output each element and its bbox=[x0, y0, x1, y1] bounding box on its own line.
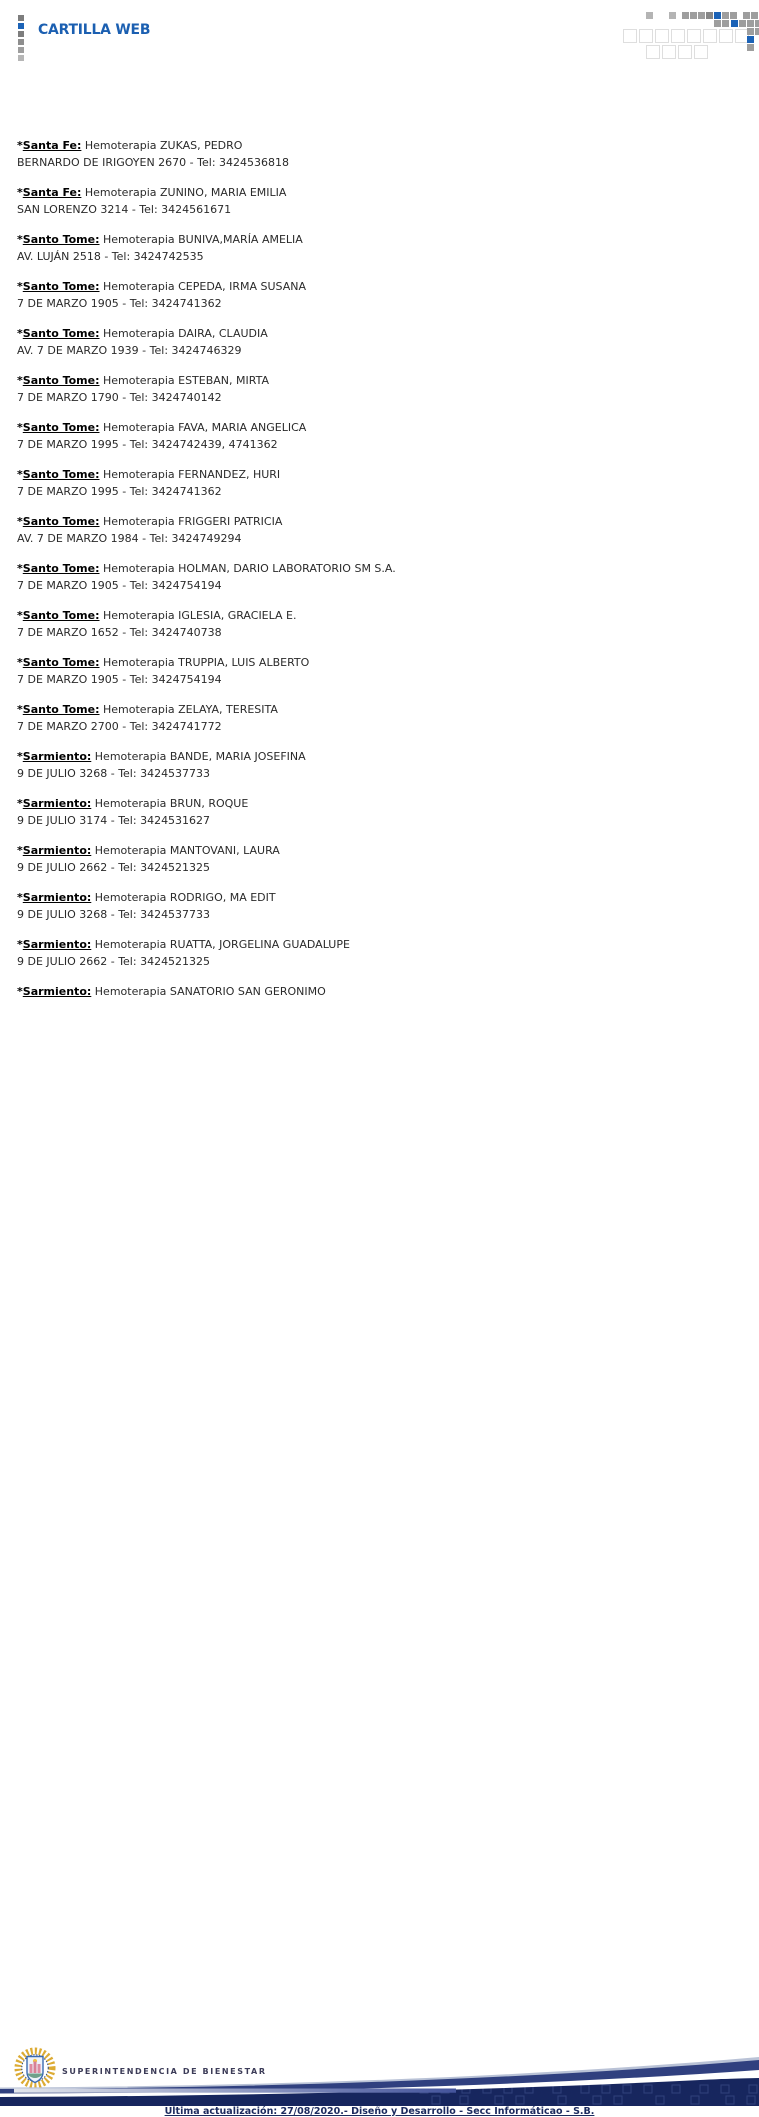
provider-entry-title bbox=[17, 701, 737, 718]
org-name: SUPERINTENDENCIA DE BIENESTAR bbox=[62, 2067, 267, 2076]
provider-entry bbox=[17, 513, 737, 547]
entry-address: 9 DE JULIO 2662 - Tel: 3424521325 bbox=[17, 861, 211, 874]
entry-provider-text: Hemoterapia ZUNINO, MARIA EMILIA bbox=[81, 186, 287, 199]
entry-city-label: Santo Tome: bbox=[22, 421, 100, 434]
provider-entry-title bbox=[17, 842, 737, 859]
entry-city-label: Santo Tome: bbox=[22, 515, 100, 528]
entry-provider-text: Hemoterapia ESTEBAN, MIRTA bbox=[99, 374, 269, 387]
provider-entry-title bbox=[17, 372, 737, 389]
entry-bullet: * bbox=[17, 280, 23, 293]
provider-entry-title bbox=[17, 137, 737, 154]
entry-city-label: Santo Tome: bbox=[22, 468, 100, 481]
entry-provider-text: Hemoterapia CEPEDA, IRMA SUSANA bbox=[99, 280, 307, 293]
provider-entry-title bbox=[17, 419, 737, 436]
entry-city-label: Sarmiento: bbox=[22, 844, 92, 857]
provider-entry-title bbox=[17, 607, 737, 624]
provider-entry-title bbox=[17, 654, 737, 671]
entry-city-label: Santo Tome: bbox=[22, 327, 100, 340]
entry-provider-text: Hemoterapia DAIRA, CLAUDIA bbox=[99, 327, 268, 340]
page-title: CARTILLA WEB bbox=[38, 22, 151, 38]
provider-entry-title bbox=[17, 184, 737, 201]
entry-city-label: Santo Tome: bbox=[22, 562, 100, 575]
entry-bullet: * bbox=[17, 750, 23, 763]
entry-bullet: * bbox=[17, 985, 23, 998]
provider-entry bbox=[17, 231, 737, 265]
provider-entry bbox=[17, 325, 737, 359]
provider-list bbox=[17, 137, 737, 1013]
entry-city-label: Sarmiento: bbox=[22, 938, 92, 951]
entry-address: AV. 7 DE MARZO 1939 - Tel: 3424746329 bbox=[17, 344, 242, 357]
entry-city-label: Sarmiento: bbox=[22, 985, 92, 998]
entry-address: 9 DE JULIO 3268 - Tel: 3424537733 bbox=[17, 767, 211, 780]
provider-entry-title bbox=[17, 513, 737, 530]
entry-provider-text: Hemoterapia ZELAYA, TERESITA bbox=[99, 703, 278, 716]
entry-bullet: * bbox=[17, 515, 23, 528]
last-update-note: Última actualización: 27/08/2020.- Diseño y Desarrollo - Secc Informáticao - S.B. bbox=[164, 2106, 595, 2117]
provider-entry bbox=[17, 842, 737, 876]
provider-entry bbox=[17, 748, 737, 782]
provider-entry bbox=[17, 137, 737, 171]
provider-entry-title bbox=[17, 466, 737, 483]
entry-address: 7 DE MARZO 1652 - Tel: 3424740738 bbox=[17, 626, 222, 639]
entry-bullet: * bbox=[17, 139, 23, 152]
provider-entry-title bbox=[17, 889, 737, 906]
provider-entry-title bbox=[17, 278, 737, 295]
entry-city-label: Santo Tome: bbox=[22, 656, 100, 669]
entry-address: 7 DE MARZO 1995 - Tel: 3424742439, 4741362 bbox=[17, 438, 278, 451]
entry-address: 9 DE JULIO 2662 - Tel: 3424521325 bbox=[17, 955, 211, 968]
provider-entry bbox=[17, 419, 737, 453]
provider-entry bbox=[17, 701, 737, 735]
entry-bullet: * bbox=[17, 186, 23, 199]
provider-entry bbox=[17, 654, 737, 688]
entry-address: 7 DE MARZO 1995 - Tel: 3424741362 bbox=[17, 485, 222, 498]
entry-address: AV. LUJÁN 2518 - Tel: 3424742535 bbox=[17, 250, 204, 263]
entry-provider-text: Hemoterapia RUATTA, JORGELINA GUADALUPE bbox=[91, 938, 350, 951]
entry-address: 7 DE MARZO 1905 - Tel: 3424741362 bbox=[17, 297, 222, 310]
provider-entry-title bbox=[17, 560, 737, 577]
entry-provider-text: Hemoterapia BUNIVA,MARÍA AMELIA bbox=[99, 233, 303, 246]
provider-entry bbox=[17, 607, 737, 641]
provider-entry bbox=[17, 184, 737, 218]
provider-entry-title bbox=[17, 936, 737, 953]
entry-bullet: * bbox=[17, 891, 23, 904]
entry-address: 9 DE JULIO 3174 - Tel: 3424531627 bbox=[17, 814, 211, 827]
entry-provider-text: Hemoterapia BRUN, ROQUE bbox=[91, 797, 249, 810]
entry-city-label: Santo Tome: bbox=[22, 233, 100, 246]
entry-address: 9 DE JULIO 3268 - Tel: 3424537733 bbox=[17, 908, 211, 921]
entry-bullet: * bbox=[17, 797, 23, 810]
provider-entry-title bbox=[17, 325, 737, 342]
entry-address: AV. 7 DE MARZO 1984 - Tel: 3424749294 bbox=[17, 532, 242, 545]
entry-bullet: * bbox=[17, 327, 23, 340]
entry-address: 7 DE MARZO 1905 - Tel: 3424754194 bbox=[17, 579, 222, 592]
entry-provider-text: Hemoterapia FAVA, MARIA ANGELICA bbox=[99, 421, 307, 434]
entry-bullet: * bbox=[17, 468, 23, 481]
entry-provider-text: Hemoterapia TRUPPIA, LUIS ALBERTO bbox=[99, 656, 310, 669]
entry-city-label: Santa Fe: bbox=[22, 139, 82, 152]
entry-provider-text: Hemoterapia FRIGGERI PATRICIA bbox=[99, 515, 283, 528]
entry-city-label: Sarmiento: bbox=[22, 750, 92, 763]
entry-provider-text: Hemoterapia IGLESIA, GRACIELA E. bbox=[99, 609, 297, 622]
entry-city-label: Santa Fe: bbox=[22, 186, 82, 199]
entry-address: 7 DE MARZO 1790 - Tel: 3424740142 bbox=[17, 391, 222, 404]
entry-bullet: * bbox=[17, 421, 23, 434]
page-header bbox=[0, 0, 759, 60]
entry-bullet: * bbox=[17, 562, 23, 575]
entry-city-label: Santo Tome: bbox=[22, 374, 100, 387]
entry-provider-text: Hemoterapia SANATORIO SAN GERONIMO bbox=[91, 985, 326, 998]
entry-city-label: Santo Tome: bbox=[22, 280, 100, 293]
entry-bullet: * bbox=[17, 374, 23, 387]
provider-entry bbox=[17, 889, 737, 923]
provider-entry bbox=[17, 560, 737, 594]
entry-address: 7 DE MARZO 2700 - Tel: 3424741772 bbox=[17, 720, 222, 733]
entry-provider-text: Hemoterapia FERNANDEZ, HURI bbox=[99, 468, 281, 481]
page-footer bbox=[0, 1020, 759, 2117]
entry-provider-text: Hemoterapia RODRIGO, MA EDIT bbox=[91, 891, 276, 904]
entry-city-label: Sarmiento: bbox=[22, 797, 92, 810]
provider-entry bbox=[17, 983, 737, 1000]
entry-bullet: * bbox=[17, 844, 23, 857]
entry-address: BERNARDO DE IRIGOYEN 2670 - Tel: 3424536818 bbox=[17, 156, 290, 169]
entry-address: SAN LORENZO 3214 - Tel: 3424561671 bbox=[17, 203, 232, 216]
provider-entry-title bbox=[17, 748, 737, 765]
provider-entry bbox=[17, 278, 737, 312]
provider-entry bbox=[17, 795, 737, 829]
provider-entry-title bbox=[17, 231, 737, 248]
entry-provider-text: Hemoterapia MANTOVANI, LAURA bbox=[91, 844, 280, 857]
provider-entry-title bbox=[17, 795, 737, 812]
provider-entry bbox=[17, 372, 737, 406]
footer-swoosh-decoration bbox=[0, 2056, 759, 2106]
entry-bullet: * bbox=[17, 703, 23, 716]
entry-city-label: Sarmiento: bbox=[22, 891, 92, 904]
entry-provider-text: Hemoterapia ZUKAS, PEDRO bbox=[81, 139, 243, 152]
entry-bullet: * bbox=[17, 609, 23, 622]
entry-bullet: * bbox=[17, 938, 23, 951]
entry-city-label: Santo Tome: bbox=[22, 703, 100, 716]
entry-bullet: * bbox=[17, 656, 23, 669]
provider-entry bbox=[17, 466, 737, 500]
entry-provider-text: Hemoterapia HOLMAN, DARIO LABORATORIO SM S.A. bbox=[99, 562, 396, 575]
provider-entry bbox=[17, 936, 737, 970]
entry-city-label: Santo Tome: bbox=[22, 609, 100, 622]
entry-bullet: * bbox=[17, 233, 23, 246]
entry-address: 7 DE MARZO 1905 - Tel: 3424754194 bbox=[17, 673, 222, 686]
entry-provider-text: Hemoterapia BANDE, MARIA JOSEFINA bbox=[91, 750, 306, 763]
provider-entry-title bbox=[17, 983, 737, 1000]
